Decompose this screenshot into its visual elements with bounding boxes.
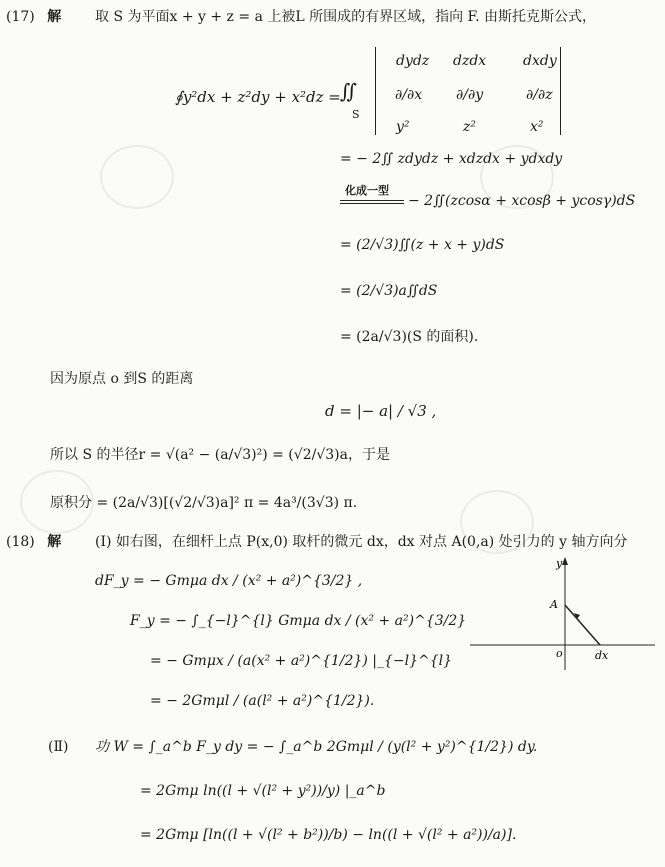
problem-18-heading bbox=[6, 533, 61, 551]
surface-integral-symbol: ∬ bbox=[340, 79, 358, 103]
determinant-bar-left bbox=[375, 47, 376, 135]
y-axis-arrow bbox=[562, 557, 568, 565]
problem-number: (17) bbox=[6, 9, 35, 25]
watermark-stamp bbox=[100, 145, 174, 209]
problem-17-intro: 取 S 为平面x + y + z = a 上被L 所围成的有界区域，指向 F. 由斯托克斯公式， bbox=[95, 9, 596, 25]
determinant-cell: dydz bbox=[396, 53, 430, 69]
surface-label: S bbox=[352, 108, 360, 121]
radius-text: 所以 S 的半径r = √(a² − (a/√3)²) = (√2/√3)a，于是 bbox=[50, 447, 390, 463]
part-2-label: (Ⅱ) bbox=[48, 739, 69, 755]
determinant-cell: dzdx bbox=[453, 53, 487, 69]
work-step-2: = 2Gmμ ln((l + √(l² + y²))/y) |_a^b bbox=[140, 783, 386, 799]
problem-17-heading bbox=[6, 8, 61, 26]
problem-number: (18) bbox=[6, 534, 35, 550]
determinant-cell: y² bbox=[396, 119, 410, 135]
determinant-cell: ∂/∂x bbox=[395, 87, 423, 103]
determinant-cell: ∂/∂y bbox=[456, 87, 484, 103]
solution-label: 解 bbox=[47, 9, 62, 25]
Fy-step-3: = − 2Gmμl / (a(l² + a²)^{1/2}). bbox=[150, 693, 375, 709]
determinant-bar-right bbox=[560, 47, 561, 135]
determinant-cell: dxdy bbox=[523, 53, 557, 69]
transform-arrow bbox=[340, 200, 404, 204]
dx-label: dx bbox=[595, 649, 609, 662]
step-2: − 2∬(zcosα + xcosβ + ycosγ)dS bbox=[408, 193, 636, 209]
determinant-cell: ∂/∂z bbox=[526, 87, 553, 103]
rod-segment bbox=[565, 605, 600, 645]
A-label: A bbox=[550, 598, 558, 611]
step-1: = − 2∬ zdydz + xdzdx + ydxdy bbox=[340, 151, 563, 167]
work-step-3: = 2Gmμ [ln((l + √(l² + b²))/b) − ln((l + √(l² + a²))/a)]. bbox=[140, 827, 517, 843]
force-diagram bbox=[470, 555, 660, 675]
determinant-cell: x² bbox=[530, 119, 544, 135]
step-5: = (2a/√3)(S 的面积). bbox=[340, 329, 479, 345]
distance-text: 因为原点 o 到S 的距离 bbox=[50, 371, 194, 387]
Fy-formula: F_y = − ∫_{−l}^{l} Gmμa dx / (x² + a²)^{3/2} bbox=[130, 613, 467, 629]
determinant-cell: z² bbox=[463, 119, 476, 135]
step-3: = (2/√3)∬(z + x + y)dS bbox=[340, 237, 505, 253]
step-4: = (2/√3)a∬dS bbox=[340, 283, 438, 299]
work-formula: 功 W = ∫_a^b F_y dy = − ∫_a^b 2Gmμl / (y(l² + y²)^{1/2}) dy. bbox=[95, 739, 538, 755]
solution-label: 解 bbox=[47, 534, 62, 550]
stokes-lhs: ∮y²dx + z²dy + x²dz = bbox=[175, 88, 341, 106]
Fy-step-2: = − Gmμx / (a(x² + a²)^{1/2}) |_{−l}^{l} bbox=[150, 653, 453, 669]
distance-formula: d = |− a| / √3 , bbox=[325, 402, 437, 420]
original-integral: 原积分 = (2a/√3)[(√2/√3)a]² π = 4a³/(3√3) π. bbox=[50, 495, 358, 511]
transform-arrow-label: 化成一型 bbox=[345, 184, 389, 197]
dF-formula: dF_y = − Gmμa dx / (x² + a²)^{3/2} , bbox=[95, 573, 363, 589]
y-label: y bbox=[556, 557, 563, 570]
origin-label: o bbox=[556, 647, 563, 660]
problem-18-intro: (Ⅰ) 如右图，在细杆上点 P(x,0) 取杆的微元 dx，dx 对点 A(0,a) 处引力的 y 轴方向分 bbox=[95, 534, 628, 550]
